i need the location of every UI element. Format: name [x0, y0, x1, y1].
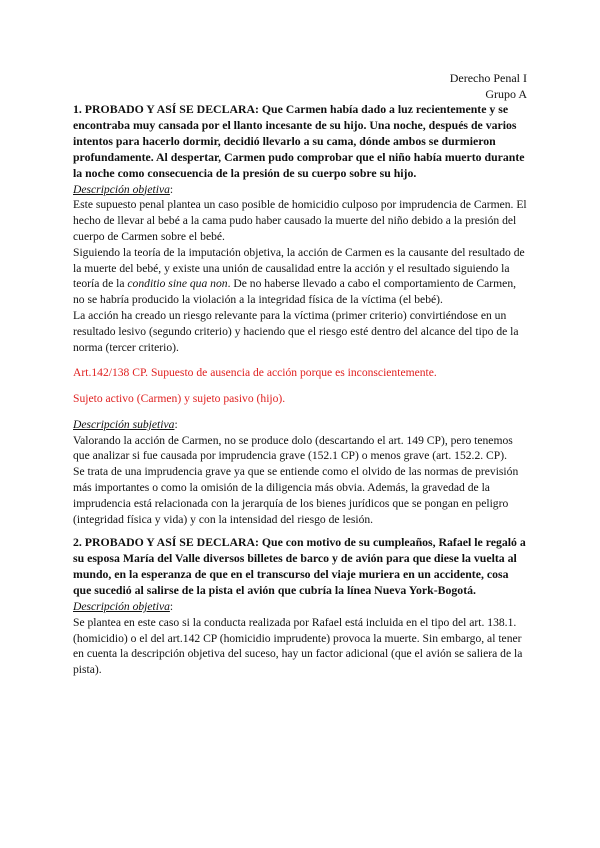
case-1-heading: 1. PROBADO Y ASÍ SE DECLARA: Que Carmen había dado a luz recientemente y se encontraba muy cansada por el llanto incesante de su hijo. Una noche, después de varios intentos para hacerlo dormir, decidió llevarlo a su cama, dónde ambos se durmieron profundamente. Al despertar, Carmen pudo comprobar que el niño había muerto durante la noche como consecuencia de la presión de su cuerpo sobre su hijo.: [73, 102, 525, 180]
case-1-subjective-label: Descripción subjetiva: [73, 417, 175, 431]
case-1-article-note: Art.142/138 CP. Supuesto de ausencia de acción porque es inconscientemente.: [73, 366, 437, 380]
case-1-objective-paragraph-3: La acción ha creado un riesgo relevante para la víctima (primer criterio) convirtiéndose en un resultado lesivo (segundo criterio) y haciendo que el riesgo esté dentro del alcance del tipo de la norma (tercer criterio).: [73, 308, 519, 354]
case-1-objective-paragraph-2: [73, 245, 527, 308]
document-header: [73, 70, 527, 102]
course-name: Derecho Penal I: [449, 71, 527, 85]
case-1-objective-label-line: Descripción objetiva:: [73, 182, 174, 196]
case-1-subjective-paragraph-2: Se trata de una imprudencia grave ya que se entiende como el olvido de las normas de previsión más importantes o como la omisión de la diligencia más obvia. Además, la gravedad de la imprudencia está relacionada con la jerarquía de los bienes jurídicos que se pongan en peligro (integridad física y vida) y con la intensidad del riesgo de lesión.: [73, 465, 519, 526]
case-1-objective-label: Descripción objetiva: [73, 182, 170, 196]
case-2-objective-paragraph-1: Se plantea en este caso si la conducta realizada por Rafael está incluida en el tipo del art. 138.1. (homicidio) o el del art.142 CP (homicidio imprudente) provoca la muerte. Sin embargo, al tener en cuenta la descripción objetiva del suceso, hay un factor adicional (que el avión se saliera de la pista).: [73, 615, 523, 677]
text-run: Siguiendo la teoría de la imputación objetiva, la acción de Carmen es la causante del resultado de la muerte del bebé, y existe una unión de causalidad entre la acción y el resultado siguiendo la teoría de la: [73, 245, 525, 291]
case-1-subjective-label-line: Descripción subjetiva:: [73, 417, 178, 431]
case-2-heading: 2. PROBADO Y ASÍ SE DECLARA: Que con motivo de su cumpleaños, Rafael le regaló a su esposa María del Valle diversos billetes de barco y de avión para que diese la vuelta al mundo, en la esperanza de que en el transcurso del viaje muriera en un accidente, cosa que sucedió al salirse de la pista el avión que cubría la línea Nueva York-Bogotá.: [73, 535, 526, 598]
italic-term: conditio sine qua non: [127, 277, 228, 291]
case-1-subjective-paragraph-1: Valorando la acción de Carmen, no se produce dolo (descartando el art. 149 CP), pero tenemos que analizar si fue causada por imprudencia grave (152.1 CP) o menos grave (art. 152.2. CP).: [73, 433, 513, 463]
case-1-subjects-note: Sujeto activo (Carmen) y sujeto pasivo (hijo).: [73, 392, 286, 406]
group-name: Grupo A: [485, 87, 527, 101]
case-1-objective-paragraph-1: Este supuesto penal plantea un caso posible de homicidio culposo por imprudencia de Carmen. El hecho de llevar al bebé a la cama pudo haber causado la muerte del niño debido a la presión del cuerpo de Carmen sobre el bebé.: [73, 198, 527, 243]
case-2-objective-label-line: Descripción objetiva:: [73, 600, 174, 614]
text-run: . De no haberse llevado a cabo el comportamiento de Carmen, no se habría producido la violación a la integridad física de la víctima (el bebé).: [73, 277, 517, 307]
case-2-objective-label: Descripción objetiva: [73, 600, 170, 614]
